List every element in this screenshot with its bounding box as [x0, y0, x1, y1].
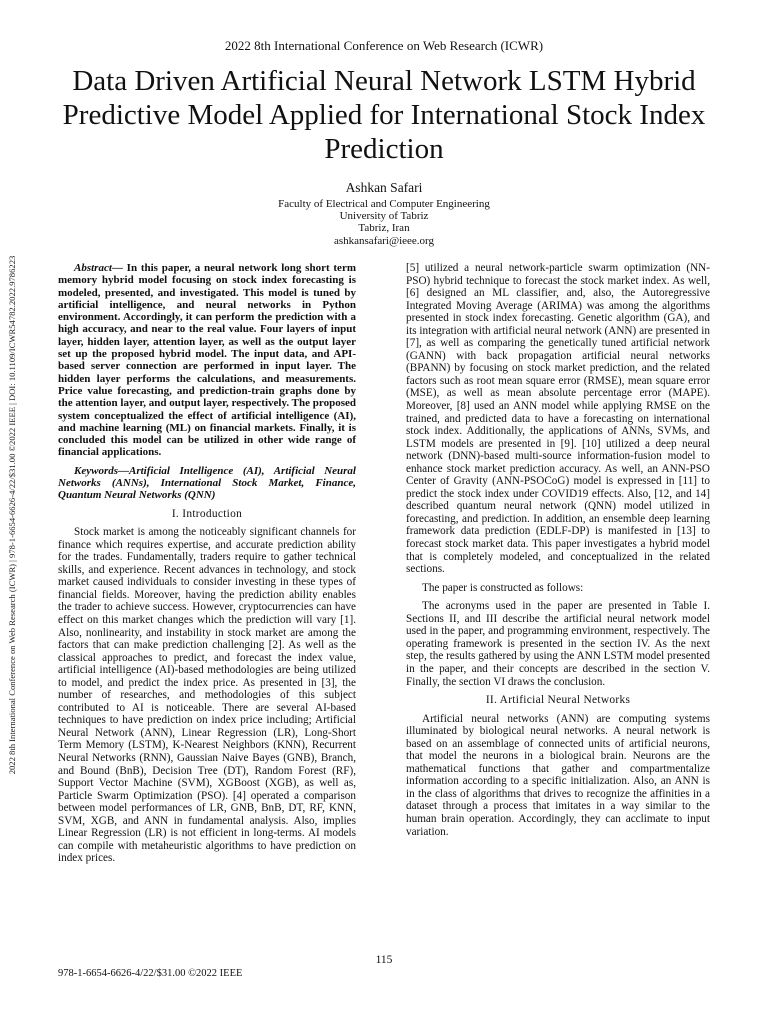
section-heading-ann: II. Artificial Neural Networks — [485, 694, 631, 707]
page-number: 115 — [375, 954, 393, 966]
keywords: Keywords—Artificial Intelligence (AI), Artificial Neural Networks (ANNs), International Stock Market, Finance, Quantum Neural Networks (QNN) — [58, 464, 356, 502]
abstract-text: In this paper, a neural network long short term memory hybrid model focusing on stock index forecasting is modeled, presented, and investigated. This model is tuned by artificial intelligence, and neural networks in Python environment. Accordingly, it can perform the prediction with a high accuracy, and near to the real value. Four layers of input layer, hidden layer, attention layer, as well as the output layer set up the proposed hybrid model. The input data, and API-based server connection are performed in input layer. The hidden layer performs the calculations, and measurements. Price value forecasting, and prediction-train graphs done by the attention layer, and output layer, respectively. The proposed system conceptualized the effect of artificial intelligence (AI), and machine learning (ML) on financial markets. Finally, it is concluded this model can be utilized in other wide range of financial applications. — [58, 262, 356, 459]
copyright-footer: 978-1-6654-6626-4/22/$31.00 ©2022 IEEE — [58, 968, 243, 979]
right-column — [406, 262, 710, 844]
affiliation-line: Faculty of Electrical and Computer Engineering — [278, 198, 490, 210]
body-paragraph: [5] utilized a neural network-particle swarm optimization (NN-PSO) hybrid technique to forecast the stock market index. As well, [6] designed an ML classifier, and, also, the Autoregressive Integrated Moving Average (ARIMA) was among the algorithms presented in stock index forecasting. Genetic algorithm (GA), and its integration with artificial neural network (ANN) are presented in [7], as well as comparing the genetically tuned artificial network (GANN) with back propagation artificial neural networks (BPANN) by focusing on stock market prediction, and the related factors such as root mean square error (RMSE), mean square error (MSE), as well as mean absolute percentage error (MAPE). Moreover, [8] used an ANN model while applying RMSE on the trained, and predicted data to have a forecasting on international stock index. Additionally, the applications of ANNs, SVMs, and LSTM models are presented in [9]. [10] utilized a deep neural network (DNN)-based multi-source information-fusion model to enhance stock market prediction accuracy. As well, an ANN-PSO Center of Gravity (ANN-PSOCoG) model is expressed in [11] to predict the stock index under COVID19 effects. Also, [12, and 14] described quantum neural network (QNN) model utilized in forecasting, and prediction. In addition, an ensemble deep learning framework data prediction (EDLF-DP) is manifested in [13] to forecast stock market data. This paper investigates a hybrid model that is completely modeled, and conceptualized in the related sections. — [406, 262, 710, 576]
author-affiliation — [0, 198, 768, 247]
body-paragraph: The paper is constructed as follows: — [422, 581, 584, 594]
affiliation-line: University of Tabriz — [339, 210, 429, 223]
abstract-lead: Abstract— — [74, 262, 123, 274]
paper-title: Data Driven Artificial Neural Network LSTM Hybrid Predictive Model Applied for International Stock Index Prediction — [62, 65, 706, 165]
body-paragraph: The acronyms used in the paper are presented in Table I. Sections II, and III describe the artificial neural network model used in the paper, and programming environment, respectively. The operating framework is presented in the section IV. As the next step, the results gathered by using the ANN LSTM model presented in the paper, and their concepts are described in the section V. Finally, the section VI draws the conclusion. — [406, 600, 710, 688]
author-name: Ashkan Safari — [345, 180, 423, 195]
abstract — [58, 262, 356, 459]
ann-paragraph: Artificial neural networks (ANN) are computing systems illuminated by biological neural networks. A neural network is based on an assemblage of connected units of artificial neurons, that model the neurons in a biological brain. Neurons are the mathematical functions that gather and compartmentalize information according to a specific initialization. Also, an ANN is in the class of algorithms that drives to recognize the affinities in a dataset through a process that imitates in a way similar to the human brain operation. Accordingly, they can acclimate to input variation. — [406, 712, 710, 838]
affiliation-line: Tabriz, Iran — [358, 222, 410, 235]
left-column — [58, 262, 356, 871]
section-heading-introduction: I. Introduction — [171, 507, 243, 520]
side-margin-citation — [4, 220, 20, 810]
intro-paragraph: Stock market is among the noticeably significant channels for finance which requires expertise, and accurate prediction ability for the trades. Fundamentally, traders require to gather technical skills, and experience. Recent advances in technology, and stock market caused individuals to consider investing in these types of financial fields. Moreover, having the prediction ability enables the trader to achieve success. However, cryptocurrencies can have effect on this market changes which the prediction will vary [1]. Also, nonlinearity, and instability in stock market are among the factors that can make prediction challenging [2]. As well as the classical approaches to predict, and forecast the index value, artificial intelligence (AI)-based methodologies are being utilized to model, and predict the index price. As presented in [3], the number of researches, and methodologies of this subject contributed to AI is noticeable. There are several AI-based techniques to have prediction on index price including; Artificial Neural Network (ANN), Linear Regression (LR), Long-Short Term Memory (LSTM), K-Nearest Neighbors (KNN), Recurrent Neural Networks (RNN), Gaussian Naive Bayes (GNB), Branch, and Bound (BnB), Decision Tree (DT), Random Forest (RF), Support Vector Machine (SVM), XGBoost (XGB), as well as, Particle Swarm Optimization (PSO). [4] operated a comparison between model performances of LR, GNB, BnB, DT, RF, KNN, SVM, XGB, and ANN in fundamental analysis. Also, implies Linear Regression (LR) is not efficient in long-terms. AI models can compile with metaheuristic algorithms to have prediction on index prices. — [58, 526, 356, 865]
author-email: ashkansafari@ieee.org — [333, 234, 435, 247]
doi-citation-text: 2022 8th International Conference on Web Research (ICWR) | 978-1-6654-6626-4/22/$31.00 ©2022 IEEE | DOI: 10.1109/ICWR54782.2022.9786223 — [7, 255, 17, 775]
conference-header: 2022 8th International Conference on Web Research (ICWR) — [224, 38, 544, 53]
